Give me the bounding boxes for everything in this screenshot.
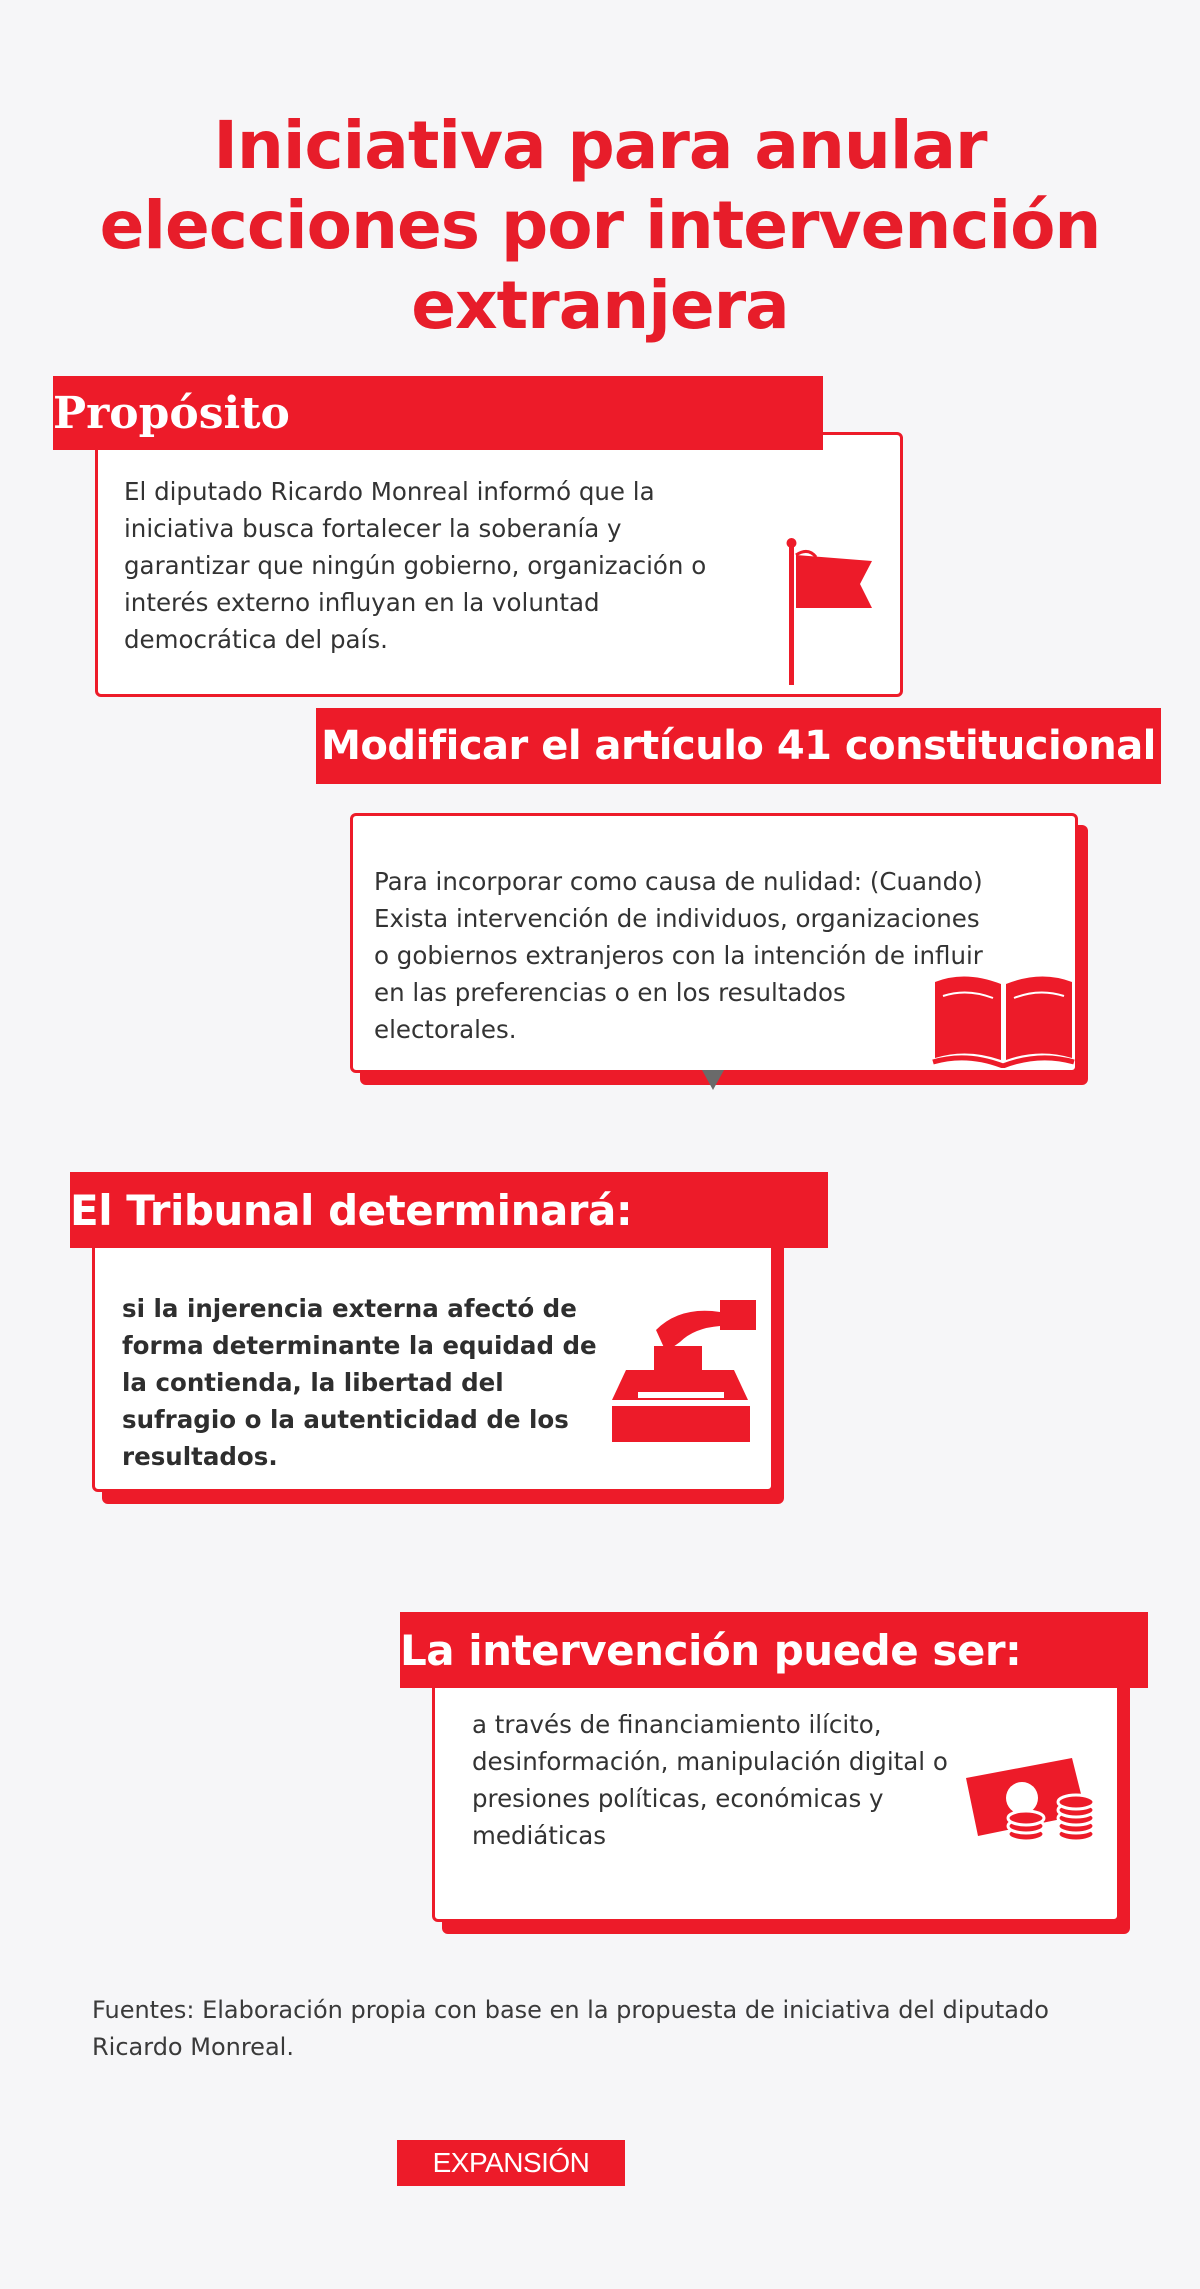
- purpose-banner: [53, 376, 823, 450]
- pointer-triangle-icon: [702, 1070, 724, 1092]
- article-text: Para incorporar como causa de nulidad: (Cuando) Exista intervención de individuos, organizaciones o gobiernos extranjeros con la intención de influir en las preferencias o en los resultados electorales.: [374, 867, 983, 1044]
- tribunal-text: si la injerencia externa afectó de forma determinante la equidad de la contienda, la libertad del sufragio o la autenticidad de los resultados.: [122, 1294, 597, 1471]
- flag-icon: [780, 535, 880, 687]
- intervention-text: a través de financiamiento ilícito, desinformación, manipulación digital o presiones políticas, económicas y mediáticas: [472, 1710, 948, 1850]
- expansion-logo: EXPANSIÓN: [397, 2140, 625, 2186]
- intervention-heading: La intervención puede ser:: [400, 1625, 1022, 1675]
- open-book-icon: [931, 968, 1076, 1068]
- tribunal-heading: El Tribunal determinará:: [70, 1185, 633, 1235]
- purpose-text: El diputado Ricardo Monreal informó que la iniciativa busca fortalecer la soberanía y garantizar que ningún gobierno, organización o interés externo influyan en la voluntad democrática del país.: [124, 477, 707, 654]
- sources-note: Fuentes: Elaboración propia con base en la propuesta de iniciativa del diputado Ricardo Monreal.: [92, 1996, 1049, 2061]
- ballot-box-icon: [608, 1296, 763, 1446]
- page-title: Iniciativa para anular elecciones por intervención extranjera: [99, 107, 1101, 345]
- money-coins-icon: [962, 1756, 1102, 1846]
- article-heading: Modificar el artículo 41 constitucional: [321, 723, 1156, 769]
- intervention-banner: [400, 1612, 1148, 1688]
- article-banner: [316, 708, 1161, 784]
- tribunal-banner: [70, 1172, 828, 1248]
- purpose-heading: Propósito: [53, 387, 290, 439]
